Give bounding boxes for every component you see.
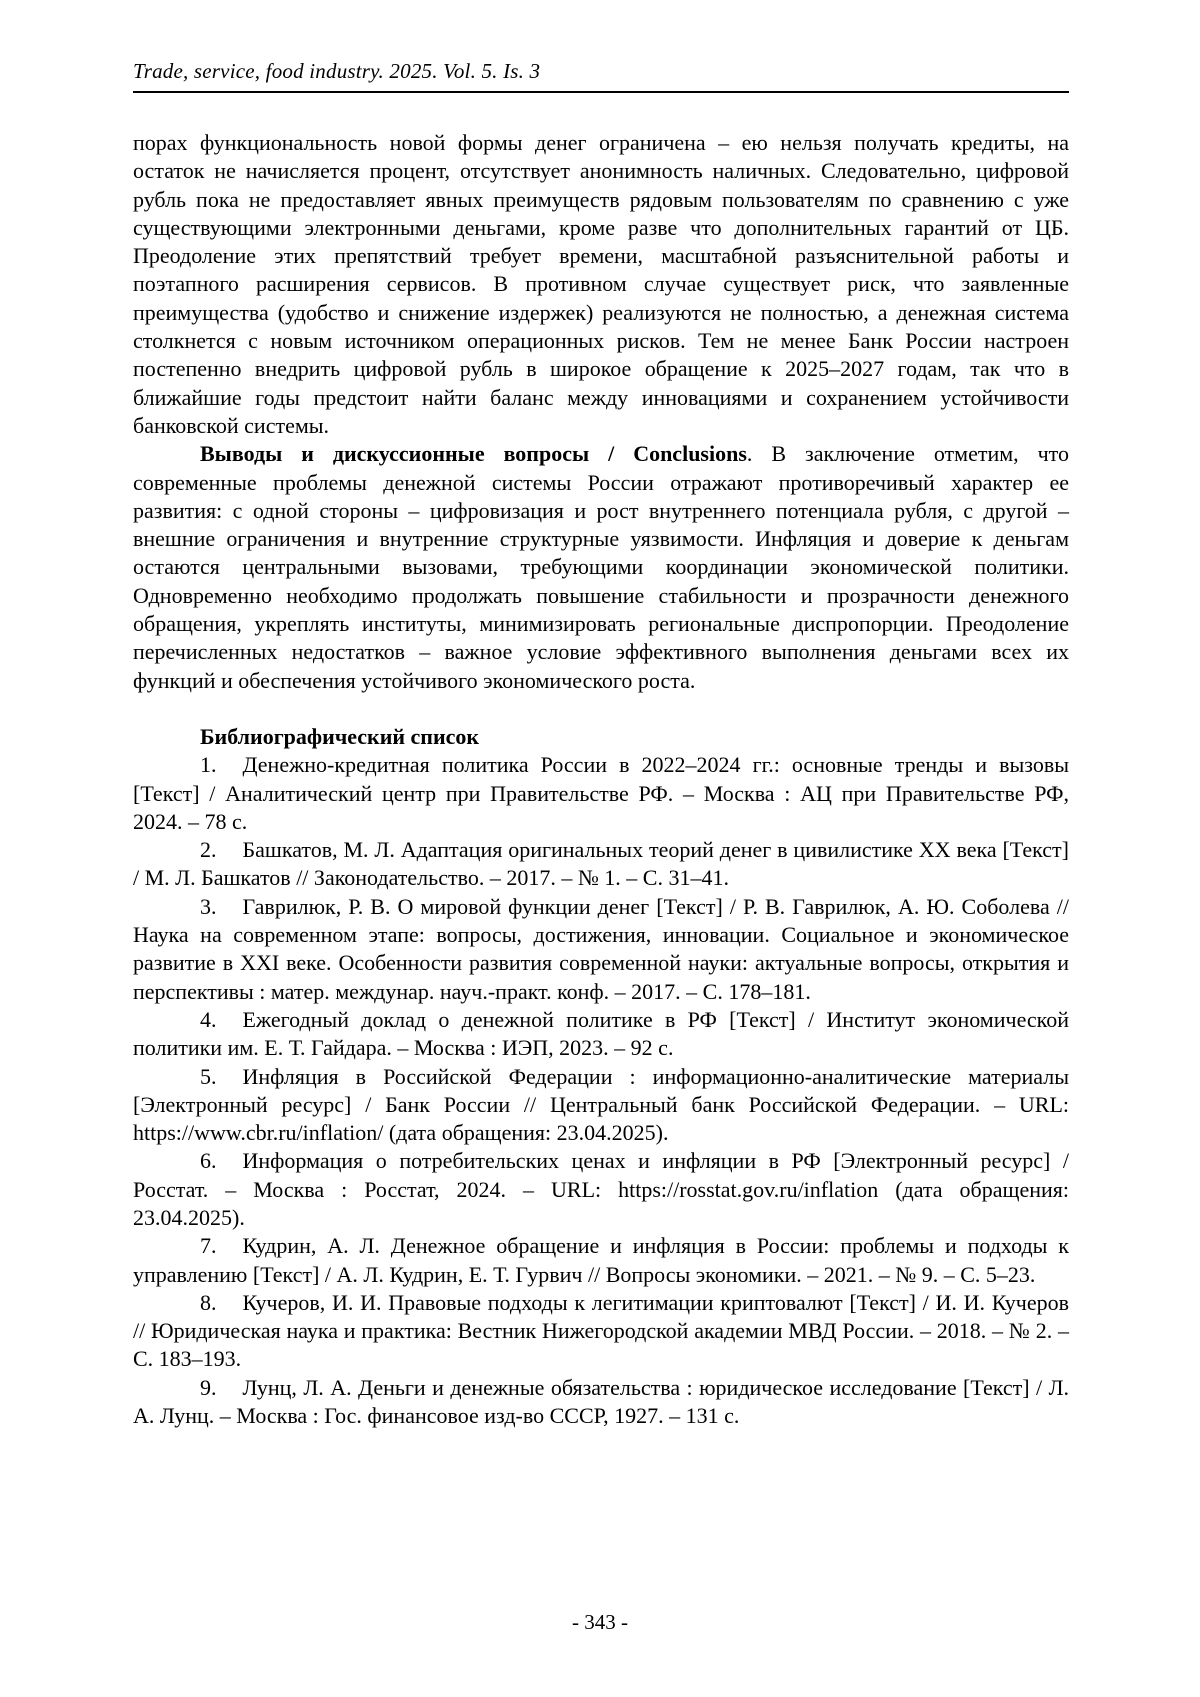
article-body: [133, 129, 1069, 1430]
page-footer: [0, 1610, 1200, 1635]
conclusions-lead: Выводы и дискуссионные вопросы / Conclusions: [200, 441, 747, 467]
reference-number: 3.: [200, 893, 217, 919]
reference-text: Инфляция в Российской Федерации : информационно-аналитические материалы [Электронный ресурс] / Банк России // Центральный банк Российской Федерации. – URL: https://www.cbr.ru/inflation/ (дата обращения: 23.04.2025).: [133, 1063, 1069, 1146]
reference-number: 1.: [200, 752, 217, 778]
reference-text: Башкатов, М. Л. Адаптация оригинальных теорий денег в цивилистике XX века [Текст] / М. Л. Башкатов // Законодательство. – 2017. – № 1. – С. 31–41.: [133, 837, 1069, 891]
bibliography-heading: Библиографический список: [200, 723, 480, 749]
reference-number: 7.: [200, 1233, 217, 1259]
conclusions-text: . В заключение отметим, что современные проблемы денежной системы России отражают противоречивый характер ее развития: с одной стороны – цифровизация и рост внутреннего потенциала рубля, с другой – внешние ограничения и внутренние структурные уязвимости. Инфляция и доверие к деньгам остаются центральными вызовами, требующими координации экономической политики. Одновременно необходимо продолжать повышение стабильности и прозрачности денежного обращения, укреплять институты, минимизировать региональные диспропорции. Преодоление перечисленных недостатков – важное условие эффективного выполнения деньгами всех их функций и обеспечения устойчивого экономического роста.: [133, 441, 1069, 693]
reference-text: Денежно-кредитная политика России в 2022–2024 гг.: основные тренды и вызовы [Текст] / Аналитический центр при Правительстве РФ. – Москва : АЦ при Правительстве РФ, 2024. – 78 с.: [133, 752, 1069, 834]
reference-item-4: [133, 1006, 1069, 1063]
reference-item-2: [133, 836, 1069, 893]
reference-number: 6.: [200, 1148, 217, 1174]
reference-number: 4.: [200, 1006, 217, 1032]
running-header: [133, 58, 1069, 93]
page-number: - 343 -: [572, 1610, 628, 1634]
reference-text: Лунц, Л. А. Деньги и денежные обязательства : юридическое исследование [Текст] / Л. А. Лунц. – Москва : Гос. финансовое изд-во СССР, 1927. – 131 с.: [133, 1374, 1069, 1429]
reference-text: Информация о потребительских ценах и инфляции в РФ [Электронный ресурс] / Росстат. – Москва : Росстат, 2024. – URL: https://rosstat.gov.ru/inflation (дата обращения: 23.04.2025).: [133, 1148, 1069, 1230]
reference-text: Гаврилюк, Р. В. О мировой функции денег [Текст] / Р. В. Гаврилюк, А. Ю. Соболева // Наука на современном этапе: вопросы, достижения, инновации. Социальное и экономическое развитие в XXI веке. Особенности развития современной науки: актуальные вопросы, открытия и перспективы : матер. междунар. науч.-практ. конф. – 2017. – С. 178–181.: [133, 893, 1069, 1004]
reference-number: 5.: [200, 1063, 217, 1089]
conclusions-paragraph: [133, 440, 1069, 695]
body-paragraph-continuation: порах функциональность новой формы денег ограничена – ею нельзя получать кредиты, на остаток не начисляется процент, отсутствует анонимность наличных. Следовательно, цифровой рубль пока не предоставляет явных преимуществ рядовым пользователям по сравнению с уже существующими электронными деньгами, кроме разве что дополнительных гарантий от ЦБ. Преодоление этих препятствий требует времени, масштабной разъяснительной работы и поэтапного расширения сервисов. В противном случае существует риск, что заявленные преимущества (удобство и снижение издержек) реализуются не полностью, а денежная система столкнется с новым источником операционных рисков. Тем не менее Банк России настроен постепенно внедрить цифровой рубль в широкое обращение к 2025–2027 годам, так что в ближайшие годы предстоит найти баланс между инновациями и сохранением устойчивости банковской системы.: [133, 130, 1069, 438]
reference-text: Кудрин, А. Л. Денежное обращение и инфляция в России: проблемы и подходы к управлению [Текст] / А. Л. Кудрин, Е. Т. Гурвич // Вопросы экономики. – 2021. – № 9. – С. 5–23.: [133, 1233, 1069, 1287]
journal-title: Trade, service, food industry. 2025. Vol. 5. Is. 3: [133, 59, 541, 83]
reference-item-9: [133, 1374, 1069, 1431]
reference-number: 2.: [200, 837, 217, 863]
reference-item-3: [133, 893, 1069, 1006]
reference-item-6: [133, 1147, 1069, 1232]
reference-text: Ежегодный доклад о денежной политике в РФ [Текст] / Институт экономической политики им. Е. Т. Гайдара. – Москва : ИЭП, 2023. – 92 с.: [133, 1006, 1069, 1061]
reference-text: Кучеров, И. И. Правовые подходы к легитимации криптовалют [Текст] / И. И. Кучеров // Юридическая наука и практика: Вестник Нижегородской академии МВД России. – 2018. – № 2. – С. 183–193.: [133, 1289, 1069, 1372]
reference-item-5: [133, 1063, 1069, 1148]
reference-number: 8.: [200, 1289, 217, 1315]
reference-item-7: [133, 1232, 1069, 1289]
reference-list: [133, 751, 1069, 1430]
reference-number: 9.: [200, 1374, 217, 1400]
header-rule: [133, 91, 1069, 93]
reference-item-1: [133, 751, 1069, 836]
reference-item-8: [133, 1289, 1069, 1374]
